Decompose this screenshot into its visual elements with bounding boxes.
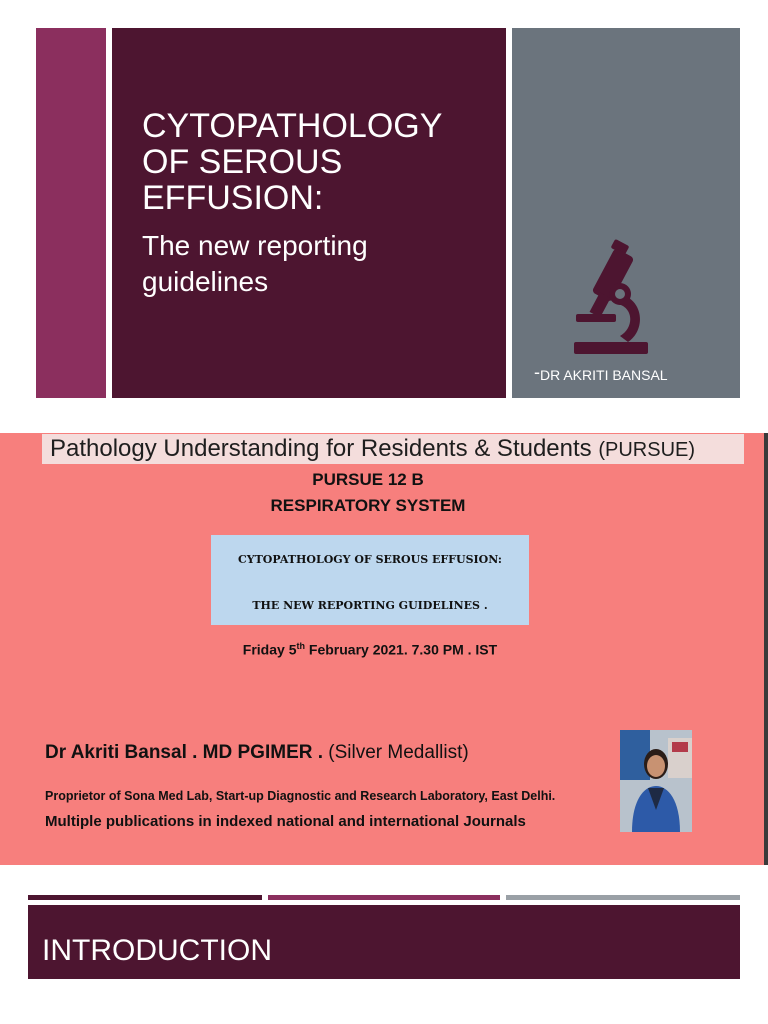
speaker-name: [45, 742, 469, 764]
slide3-divider-2: [268, 895, 500, 900]
topic-line-2: THE NEW REPORTING GUIDELINES .: [252, 599, 488, 612]
subtitle-line: guidelines: [142, 266, 269, 297]
speaker-publications: Multiple publications in indexed national and international Journals: [45, 813, 526, 830]
header-main: Pathology Understanding for Residents & Students: [50, 435, 592, 462]
pursue-label: PURSUE 12 B: [312, 470, 424, 489]
slide1-title: [142, 108, 492, 216]
speaker-photo: [620, 730, 692, 832]
title-line: OF SEROUS: [142, 143, 343, 181]
title-line: CYTOPATHOLOGY: [142, 107, 443, 145]
slide3-divider-3: [506, 895, 740, 900]
slide2-edge: [764, 433, 768, 865]
subtitle-line: The new reporting: [142, 230, 368, 261]
slide1-subtitle: [142, 228, 482, 300]
speaker-proprietor: Proprietor of Sona Med Lab, Start-up Diagnostic and Research Laboratory, East Delhi.: [45, 789, 556, 803]
speaker-bold: Dr Akriti Bansal . MD PGIMER .: [45, 742, 324, 763]
date-post: February 2021. 7.30 PM . IST: [305, 641, 498, 658]
author-name: DR AKRITI BANSAL: [540, 367, 668, 383]
date-pre: Friday 5: [242, 641, 297, 658]
slide2-header: [42, 434, 744, 464]
date-sup: th: [296, 641, 305, 651]
author-dash: -: [534, 362, 540, 382]
slide1-author: [534, 362, 668, 383]
title-line: EFFUSION:: [142, 179, 324, 217]
slide1-accent-bar: [36, 28, 106, 398]
header-paren: (PURSUE): [598, 439, 696, 461]
event-date: [0, 641, 740, 658]
topic-line-1: CYTOPATHOLOGY OF SEROUS EFFUSION:: [238, 553, 502, 566]
slide3-divider-1: [28, 895, 262, 900]
slide3-title: INTRODUCTION: [42, 934, 272, 967]
microscope-icon: [568, 238, 654, 356]
system-label: RESPIRATORY SYSTEM: [270, 496, 466, 515]
speaker-note: (Silver Medallist): [323, 742, 469, 763]
